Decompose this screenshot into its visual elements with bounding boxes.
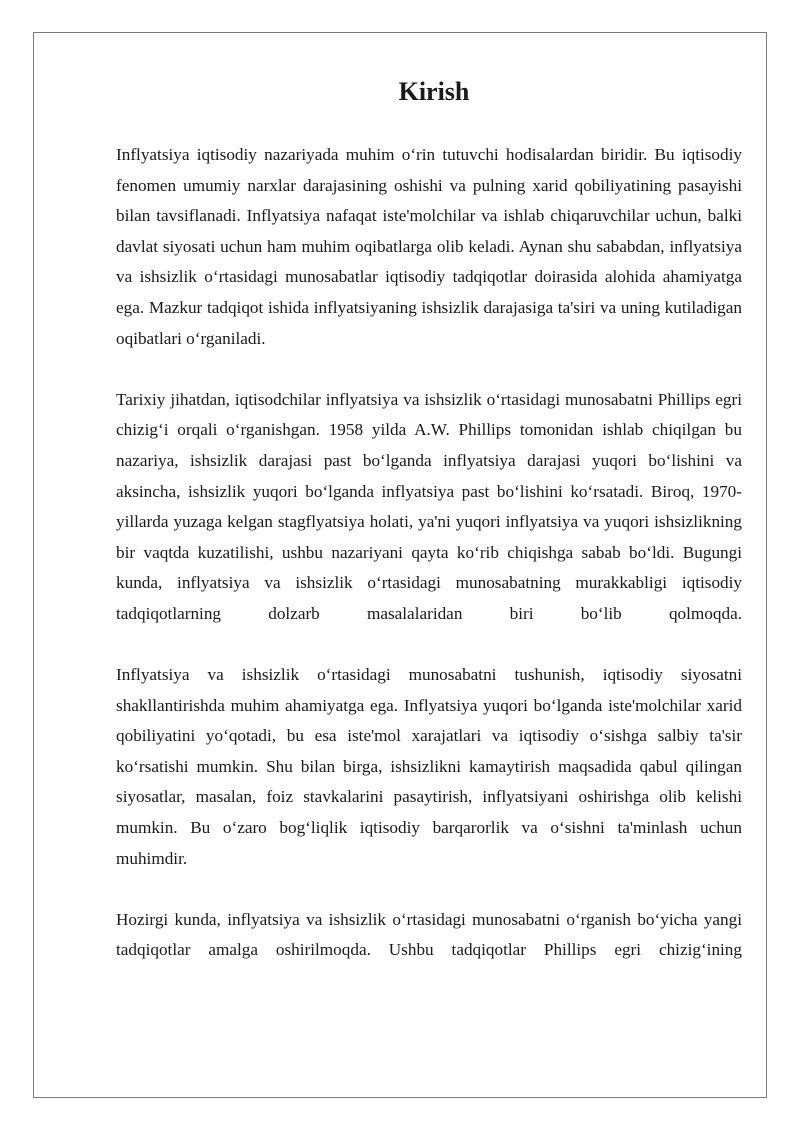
paragraph-3: Inflyatsiya va ishsizlik o‘rtasidagi munosabatni tushunish, iqtisodiy siyosatni shakllantirishda muhim ahamiyatga ega. Inflyatsiya yuqori bo‘lganda iste'molchilar xarid qobiliyatini yo‘qotadi, bu esa iste'mol xarajatlari va iqtisodiy o‘sishga salbiy ta'sir ko‘rsatishi mumkin. Shu bilan birga, ishsizlikni kamaytirish maqsadida qabul qilingan siyosatlar, masalan, foiz stavkalarini pasaytirish, inflyatsiyani oshirishga olib kelishi mumkin. Bu o‘zaro bog‘liqlik iqtisodiy barqarorlik va o‘sishni ta'minlash uchun muhimdir. (116, 665, 742, 868)
paragraph-1: Inflyatsiya iqtisodiy nazariyada muhim o‘rin tutuvchi hodisalardan biridir. Bu iqtisodiy fenomen umumiy narxlar darajasining oshishi va pulning xarid qobiliyatining pasayishi bilan tavsiflanadi. Inflyatsiya nafaqat iste'molchilar va ishlab chiqaruvchilar uchun, balki davlat siyosati uchun ham muhim oqibatlarga olib keladi. Aynan shu sababdan, inflyatsiya va ishsizlik o‘rtasidagi munosabatlar iqtisodiy tadqiqotlar doirasida alohida ahamiyatga ega. Mazkur tadqiqot ishida inflyatsiyaning ishsizlik darajasiga ta'siri va uning kutiladigan oqibatlari o‘rganiladi. (116, 145, 742, 348)
document-title: Kirish (398, 77, 470, 106)
paragraph-4: Hozirgi kunda, inflyatsiya va ishsizlik o‘rtasidagi munosabatni o‘rganish bo‘yicha yangi tadqiqotlar amalga oshirilmoqda. Ushbu tadqiqotlar Phillips egri chizig‘ining (116, 909, 742, 960)
document-body (116, 74, 742, 966)
paragraph-2: Tarixiy jihatdan, iqtisodchilar inflyatsiya va ishsizlik o‘rtasidagi munosabatni Phillips egri chizig‘i orqali o‘rganishgan. 1958 yilda A.W. Phillips tomonidan ishlab chiqilgan bu nazariya, ishsizlik darajasi past bo‘lganda inflyatsiya darajasi yuqori bo‘lishini va aksincha, ishsizlik yuqori bo‘lganda inflyatsiya past bo‘lishini ko‘rsatadi. Biroq, 1970-yillarda yuzaga kelgan stagflyatsiya holati, ya'ni yuqori inflyatsiya va yuqori ishsizlikning bir vaqtda kuzatilishi, ushbu nazariyani qayta ko‘rib chiqishga sabab bo‘ldi. Bugungi kunda, inflyatsiya va ishsizlik o‘rtasidagi munosabatning murakkabligi iqtisodiy tadqiqotlarning dolzarb masalalaridan biri bo‘lib qolmoqda. (116, 389, 742, 623)
